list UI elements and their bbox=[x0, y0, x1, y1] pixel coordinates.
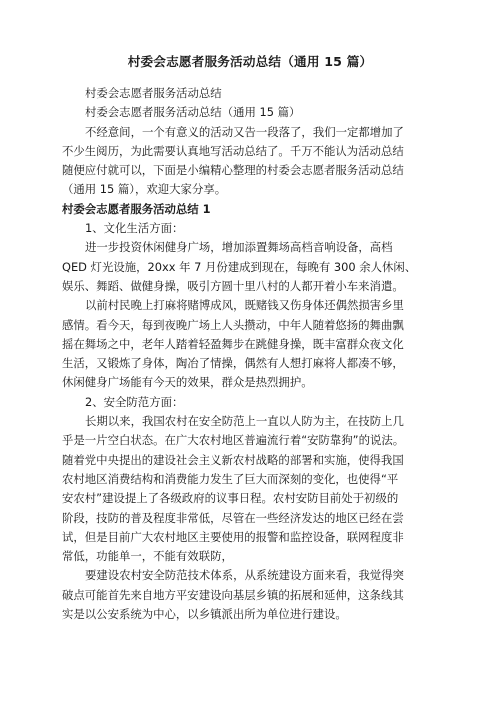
text-line: 安农村”建设提上了各级政府的议事日程。农村安防目前处于初级的 bbox=[62, 491, 399, 506]
culture-heading: 1、文化生活方面： bbox=[85, 221, 184, 236]
text-line: 随便应付就可以，下面是小编精心整理的村委会志愿者服务活动总结 bbox=[62, 163, 404, 178]
text-line: 摇在舞场之中，老年人踏着轻盈舞步在跳健身操，既丰富群众夜文化 bbox=[62, 336, 404, 351]
text-line: 实是以公安系统为中心，以乡镇派出所为单位进行建设。 bbox=[62, 607, 347, 622]
text-line: 乎是一片空白状态。在广大农村地区普遍流行着“安防靠狗”的说法。 bbox=[62, 433, 405, 448]
text-line: QED 灯光设施，20xx 年 7 月份建成到现在，每晚有 300 余人休闲、 bbox=[62, 259, 417, 274]
text-line: 常低，功能单一，不能有效联防， bbox=[62, 549, 233, 564]
text-line: 生活，又锻炼了身体，陶冶了情操，偶然有人想打麻将人都凑不够， bbox=[62, 356, 404, 371]
document-title: 村委会志愿者服务活动总结（通用 15 篇） bbox=[127, 54, 373, 69]
text-line: 以前村民晚上打麻将赌博成风，既赌钱又伤身体还偶然损害乡里 bbox=[85, 298, 404, 313]
text-line: 进一步投资休闲健身广场，增加添置舞场高档音响设备，高档 bbox=[85, 240, 393, 255]
text-line: 农村地区消费结构和消费能力发生了巨大而深刻的变化，也使得“平 bbox=[62, 471, 399, 486]
text-line: 破点可能首先来自地方平安建设向基层乡镇的拓展和延伸，这条线其 bbox=[62, 587, 404, 602]
safety-paragraph-1 bbox=[62, 412, 438, 566]
safety-paragraph-2 bbox=[62, 566, 438, 624]
text-line: 不经意间，一个有意义的活动又告一段落了，我们一定都增加了 bbox=[85, 124, 404, 139]
safety-heading: 2、安全防范方面： bbox=[85, 394, 184, 409]
culture-paragraph-2 bbox=[62, 296, 438, 392]
text-line: 感情。看今天，每到夜晚广场上人头攒动，中年人随着悠扬的舞曲飘 bbox=[62, 317, 404, 332]
text-line: 阶段，技防的普及程度非常低，尽管在一些经济发达的地区已经在尝 bbox=[62, 510, 404, 525]
text-line: 娱乐、舞蹈、做健身操，吸引方圆十里八村的人都开着小车来消遣。 bbox=[62, 278, 404, 293]
intro-paragraph bbox=[62, 123, 438, 200]
text-line: 长期以来，我国农村在安全防范上一直以人防为主，在技防上几 bbox=[85, 414, 404, 429]
subtitle-line: 村委会志愿者服务活动总结（通用 15 篇） bbox=[85, 105, 301, 120]
text-line: 休闲健身广场能有今天的效果，群众是热烈拥护。 bbox=[62, 375, 313, 390]
text-line: 不少生阅历，为此需要认真地写活动总结了。千万不能认为活动总结 bbox=[62, 143, 404, 158]
text-line: 要建设农村安全防范技术体系，从系统建设方面来看，我觉得突 bbox=[85, 568, 404, 583]
section-heading: 村委会志愿者服务活动总结 1 bbox=[62, 201, 211, 216]
subtitle-line: 村委会志愿者服务活动总结 bbox=[85, 86, 222, 100]
culture-paragraph-1 bbox=[62, 238, 438, 296]
text-line: 试，但是目前广大农村地区主要使用的报警和监控设备，联网程度非 bbox=[62, 529, 404, 544]
text-line: （通用 15 篇），欢迎大家分享。 bbox=[62, 182, 227, 197]
text-line: 随着党中央提出的建设社会主义新农村战略的部署和实施，使得我国 bbox=[62, 452, 404, 467]
